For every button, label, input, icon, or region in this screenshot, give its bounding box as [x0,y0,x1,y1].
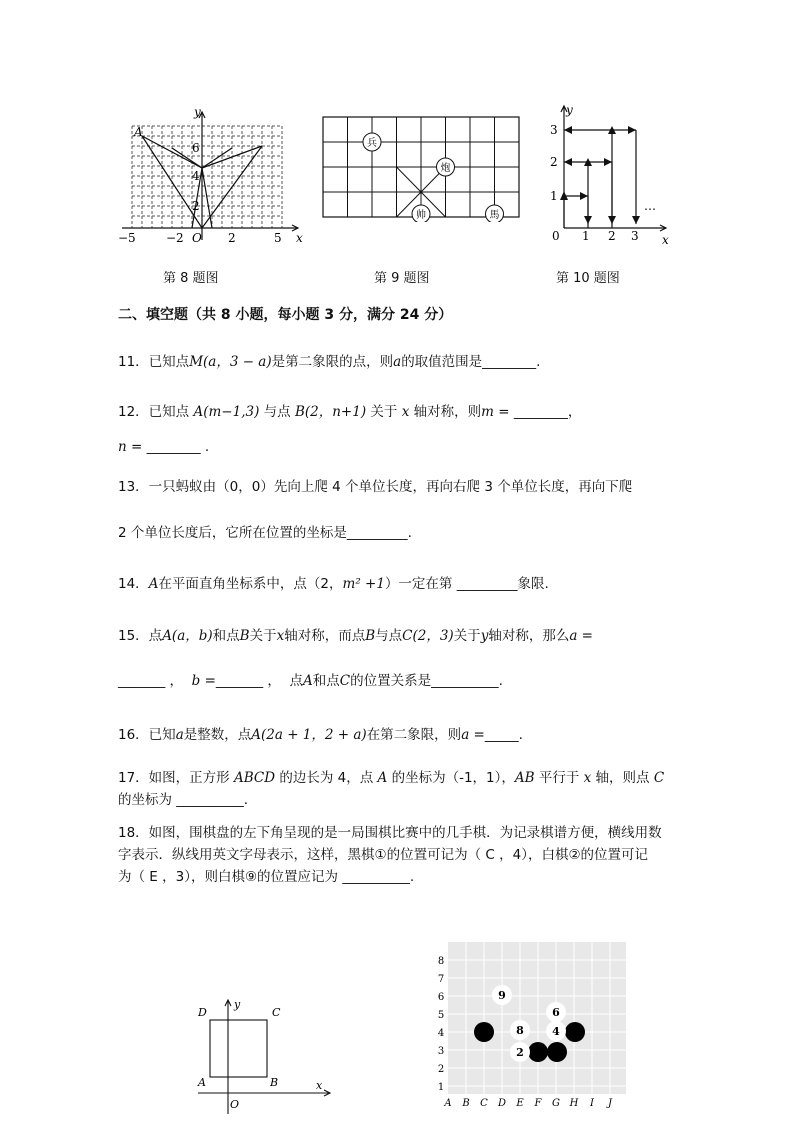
white-stone-label: 4 [552,1025,560,1038]
figure-10 [540,100,676,248]
square-origin: O [230,1098,240,1111]
white-stone-label: 8 [516,1024,524,1037]
white-stone-label: 9 [498,989,506,1002]
fig10-xtick: 3 [631,229,639,243]
go-row-label: 5 [437,1010,445,1021]
fig8-y-label: y [194,105,201,119]
go-row-label: 1 [437,1082,445,1093]
section-title: 二、填空题（共 8 小题，每小题 3 分，满分 24 分） [118,307,453,323]
square-label-b: B [270,1076,279,1089]
go-row-label: 2 [437,1064,445,1075]
square-label-a: A [198,1076,206,1089]
fig8-x-label: x [296,231,303,245]
piece-horse: 馬 [489,210,500,221]
go-row-label: 4 [437,1028,445,1039]
fig10-ytick: 2 [550,155,558,169]
question-15: 15．点A(a，b)和点B关于x轴对称，而点B与点C(2，3)关于y轴对称，那么a = [118,628,593,644]
go-col-label: J [607,1098,613,1109]
question-13-line2: 2 个单位长度后，它所在位置的坐标是_________. [118,525,412,541]
fig10-x-label: x [662,233,669,247]
square-axis-y: y [234,998,241,1011]
go-col-label: E [516,1098,524,1109]
square-label-c: C [272,1006,281,1019]
fig10-ytick: 3 [550,123,558,137]
question-14: 14．A在平面直角坐标系中，点（2，m² +1）一定在第 _________象限. [118,576,549,592]
go-row-label: 8 [437,956,445,967]
fig9-caption: 第 9 题图 [374,271,430,286]
go-col-label: F [534,1098,542,1109]
fig8-ytick: 6 [192,141,200,155]
fig8-xtick: 5 [274,231,282,245]
fig10-ellipsis: … [644,199,656,213]
fig8-xtick: 2 [228,231,236,245]
question-15-line2: _______ ， b =_______ ， 点A和点C的位置关系是__________. [118,673,503,689]
square-label-d: D [198,1006,207,1019]
go-col-label: H [569,1098,579,1109]
fig8-xtick: −2 [166,231,184,245]
piece-cannon: 炮 [440,163,451,174]
fig10-caption: 第 10 题图 [556,271,620,286]
fig10-ytick: 1 [550,189,558,203]
white-stone-label: 6 [552,1006,560,1019]
white-stone-label: 2 [516,1046,524,1059]
question-13: 13．一只蚂蚁由（0，0）先向上爬 4 个单位长度，再向右爬 3 个单位长度，再向下爬 [118,479,633,495]
question-17-line2: 的坐标为 __________. [118,792,249,808]
fig10-origin: 0 [552,229,560,243]
fig10-y-label: y [566,103,573,117]
go-row-label: 6 [437,992,445,1003]
go-board [430,940,630,1112]
fig8-xtick: −5 [118,231,136,245]
go-col-label: I [590,1098,594,1109]
black-stone [474,1022,494,1042]
question-16: 16．已知a是整数，点A(2a + 1，2 + a)在第二象限，则a =_____. [118,727,523,743]
question-12: 12．已知点 A(m−1,3) 与点 B(2，n+1) 关于 x 轴对称，则m = ________， [118,404,582,420]
fig8-caption: 第 8 题图 [163,271,219,286]
question-18-line3: 为（ E ，3），则白棋⑨的位置应记为 __________. [118,869,415,885]
square-figure [190,996,340,1116]
question-18: 18．如图，围棋盘的左下角呈现的是一局围棋比赛中的几手棋．为记录棋谱方便，横线用数 [118,825,662,841]
question-11: 11．已知点M(a，3 − a)是第二象限的点，则a的取值范围是________. [118,354,541,370]
fig10-xtick: 2 [608,229,616,243]
go-row-label: 7 [437,974,445,985]
go-col-label: C [480,1098,488,1109]
black-stone [528,1042,548,1062]
go-col-label: B [462,1098,470,1109]
go-col-label: A [444,1098,452,1109]
figure-9 [320,114,524,222]
black-stone [547,1042,567,1062]
question-18-line2: 字表示．纵线用英文字母表示，这样，黑棋①的位置可记为（ C ，4），白棋②的位置可记 [118,847,649,863]
go-col-label: D [497,1098,507,1109]
question-17: 17．如图，正方形 ABCD 的边长为 4，点 A 的坐标为（-1，1），AB 平行于 x 轴，则点 C [118,770,665,786]
figure-8 [112,104,312,246]
square-axis-x: x [316,1079,323,1092]
go-col-label: G [552,1098,560,1109]
piece-soldier: 兵 [367,138,377,149]
fig8-ytick: 2 [192,199,200,213]
fig10-xtick: 1 [582,229,590,243]
fig8-point-a: A [134,125,143,139]
black-stone [565,1022,585,1042]
go-row-label: 3 [437,1046,445,1057]
fig8-ytick: 4 [192,169,200,183]
piece-general: 帅 [416,210,426,221]
question-12-line2: n = ________ . [118,439,210,455]
fig8-origin: O [192,231,202,245]
